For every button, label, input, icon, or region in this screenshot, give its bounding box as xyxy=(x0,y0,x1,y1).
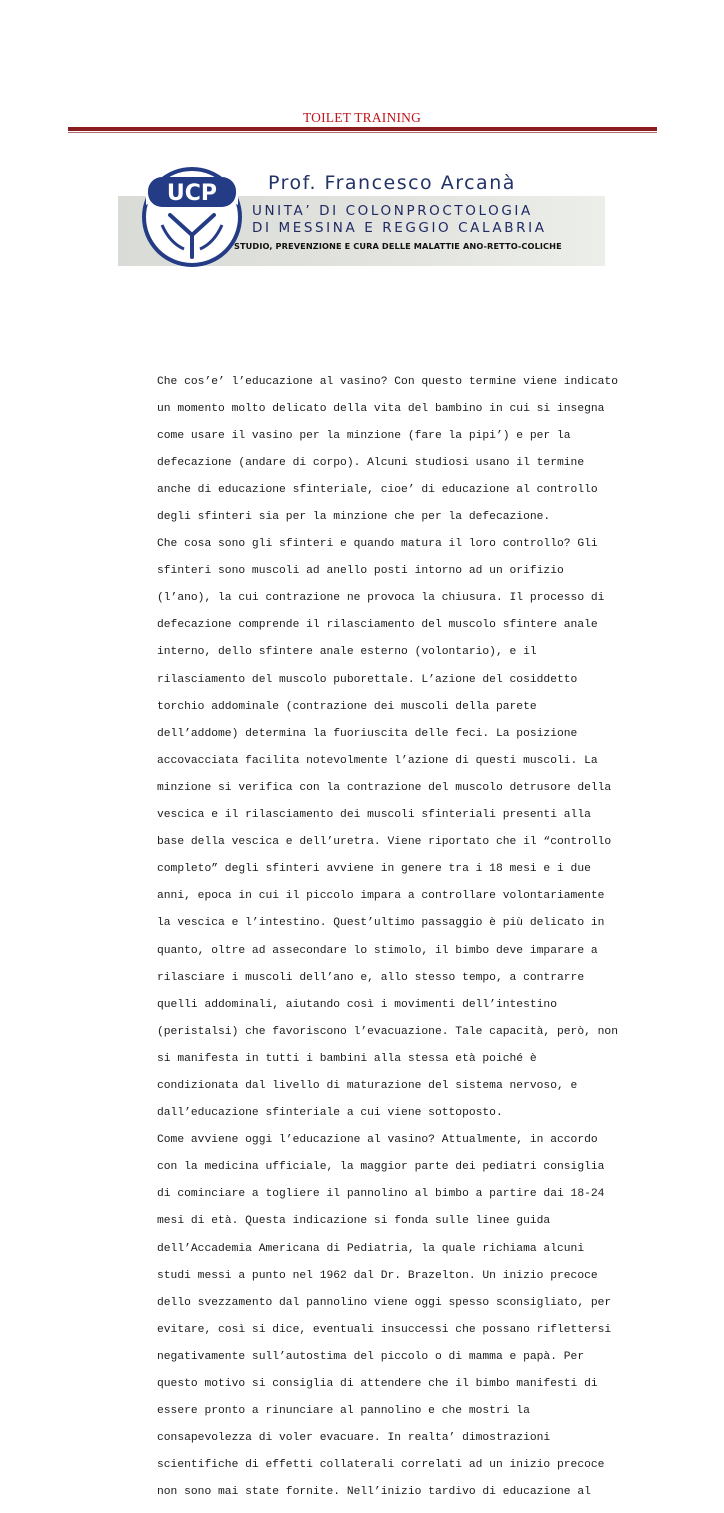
body-line: dall’educazione sfinteriale a cui viene sottoposto. xyxy=(157,1107,503,1120)
body-line: mesi di età. Questa indicazione si fonda sulle linee guida xyxy=(157,1215,551,1228)
title-rule xyxy=(68,127,657,131)
body-line: rilasciare i muscoli dell’ano e, allo stesso tempo, a contrarre xyxy=(157,971,585,984)
ucp-logo-icon xyxy=(140,165,244,269)
body-line: interno, dello sfintere anale esterno (volontario), e il xyxy=(157,646,537,659)
logo-text: UCP xyxy=(166,181,218,206)
body-line: non sono mai state fornite. Nell’inizio tardivo di educazione al xyxy=(157,1486,591,1499)
body-line: di cominciare a togliere il pannolino al bimbo a partire dai 18-24 xyxy=(157,1188,605,1201)
body-line: vescica e il rilasciamento dei muscoli sfinteriali presenti alla xyxy=(157,809,591,822)
body-line: si manifesta in tutti i bambini alla stessa età poiché è xyxy=(157,1052,537,1065)
unit-title-line2: DI MESSINA E REGGIO CALABRIA xyxy=(252,220,547,236)
body-line: completo” degli sfinteri avviene in genere tra i 18 mesi e i due xyxy=(157,863,591,876)
body-line: defecazione comprende il rilasciamento del muscolo sfintere anale xyxy=(157,619,598,632)
body-line: questo motivo si consiglia di attendere che il bimbo manifesti di xyxy=(157,1378,598,1391)
body-line: dello svezzamento dal pannolino viene oggi spesso sconsigliato, per xyxy=(157,1296,612,1309)
unit-title-line1: UNITA’ DI COLONPROCTOLOGIA xyxy=(252,203,533,219)
body-line: minzione si verifica con la contrazione del muscolo detrusore della xyxy=(157,781,612,794)
body-text xyxy=(157,362,677,1513)
body-line: anche di educazione sfinteriale, cioe’ di educazione al controllo xyxy=(157,483,598,496)
body-line: consapevolezza di voler evacuare. In realta’ dimostrazioni xyxy=(157,1432,551,1445)
body-line: con la medicina ufficiale, la maggior parte dei pediatri consiglia xyxy=(157,1161,605,1174)
body-line: evitare, così si dice, eventuali insuccessi che possano riflettersi xyxy=(157,1323,612,1336)
body-line: (peristalsi) che favoriscono l’evacuazione. Tale capacità, però, non xyxy=(157,1025,618,1038)
body-line: base della vescica e dell’uretra. Viene riportato che il “controllo xyxy=(157,836,612,849)
body-line: negativamente sull’autostima del piccolo o di mamma e papà. Per xyxy=(157,1350,585,1363)
body-line: anni, epoca in cui il piccolo impara a controllare volontariamente xyxy=(157,890,605,903)
body-line: quelli addominali, aiutando così i movimenti dell’intestino xyxy=(157,998,557,1011)
body-line: defecazione (andare di corpo). Alcuni studiosi usano il termine xyxy=(157,456,585,469)
body-line: essere pronto a rinunciare al pannolino e che mostri la xyxy=(157,1405,530,1418)
banner-subtitle: STUDIO, PREVENZIONE E CURA DELLE MALATTIE ANO-RETTO-COLICHE xyxy=(234,241,562,251)
body-line: Come avviene oggi l’educazione al vasino? Attualmente, in accordo xyxy=(157,1134,598,1147)
title-rule-shadow xyxy=(68,132,657,133)
professor-name: Prof. Francesco Arcanà xyxy=(268,172,516,194)
body-line: un momento molto delicato della vita del bambino in cui si insegna xyxy=(157,402,605,415)
body-line: quanto, oltre ad assecondare lo stimolo, il bimbo deve imparare a xyxy=(157,944,598,957)
body-line: dell’addome) determina la fuoriuscita delle feci. La posizione xyxy=(157,727,578,740)
header-banner xyxy=(118,163,605,273)
body-line: accovacciata facilita notevolmente l’azione di questi muscoli. La xyxy=(157,754,598,767)
body-line: condizionata dal livello di maturazione del sistema nervoso, e xyxy=(157,1079,578,1092)
body-line: Che cos’e’ l’educazione al vasino? Con questo termine viene indicato xyxy=(157,375,618,388)
body-line: scientifiche di effetti collaterali correlati ad un inizio precoce xyxy=(157,1459,605,1472)
body-line: (l’ano), la cui contrazione ne provoca la chiusura. Il processo di xyxy=(157,592,605,605)
body-line: dell’Accademia Americana di Pediatria, la quale richiama alcuni xyxy=(157,1242,585,1255)
body-line: sfinteri sono muscoli ad anello posti intorno ad un orifizio xyxy=(157,565,564,578)
body-line: degli sfinteri sia per la minzione che per la defecazione. xyxy=(157,511,551,524)
body-line: la vescica e l’intestino. Quest’ultimo passaggio è più delicato in xyxy=(157,917,605,930)
body-line: come usare il vasino per la minzione (fare la pipi’) e per la xyxy=(157,429,571,442)
body-line: Che cosa sono gli sfinteri e quando matura il loro controllo? Gli xyxy=(157,538,598,551)
body-line: rilasciamento del muscolo puborettale. L’azione del cosiddetto xyxy=(157,673,578,686)
body-line: torchio addominale (contrazione dei muscoli della parete xyxy=(157,700,537,713)
body-line: studi messi a punto nel 1962 dal Dr. Brazelton. Un inizio precoce xyxy=(157,1269,598,1282)
page-title: TOILET TRAINING xyxy=(302,110,422,125)
